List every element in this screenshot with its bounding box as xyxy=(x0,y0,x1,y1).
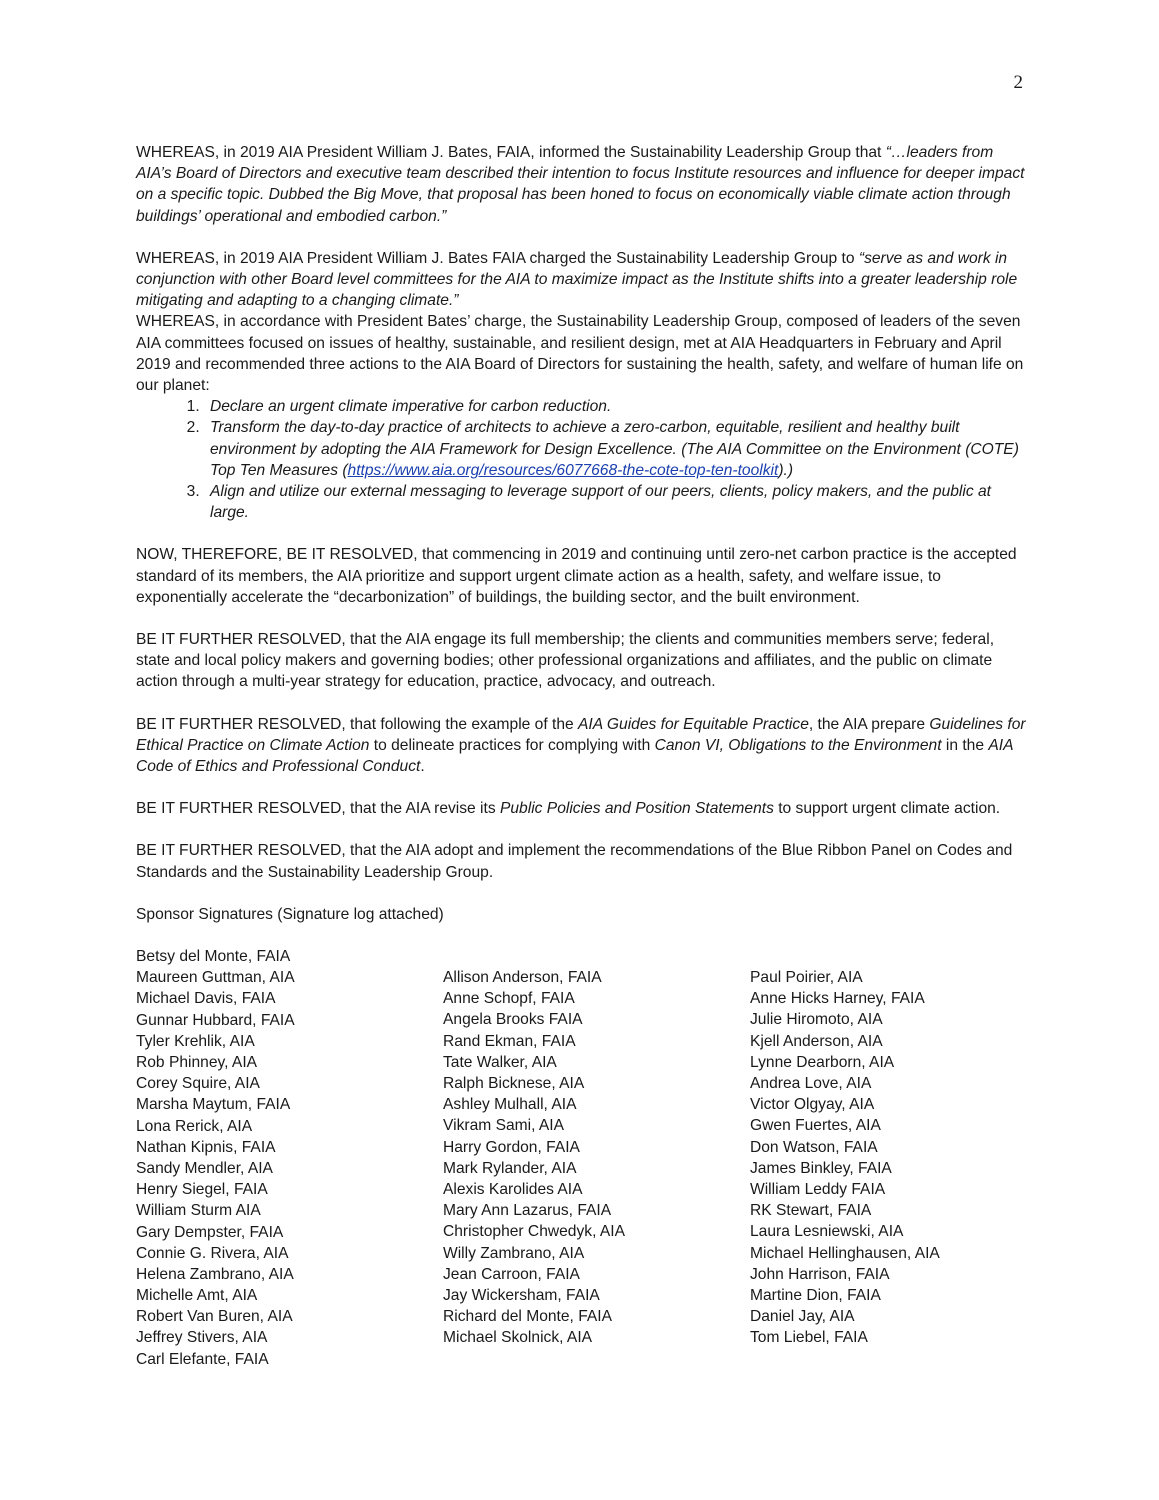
action-item xyxy=(204,417,1026,481)
signer-name: Anne Schopf, FAIA xyxy=(443,990,575,1008)
actions-list xyxy=(136,396,1026,523)
signer-name: James Binkley, FAIA xyxy=(750,1159,892,1177)
signer-name: Nathan Kipnis, FAIA xyxy=(136,1138,276,1156)
signer-name: Don Watson, FAIA xyxy=(750,1138,878,1156)
resolved-paragraph-1: NOW, THEREFORE, BE IT RESOLVED, that commencing in 2019 and continuing until zero-net carbon practice is the accepted standard of its members, the AIA prioritize and support urgent climate action as a health, safety, and welfare issue, to exponentially accelerate the “decarbonization” of buildings, the building sector, and the built environment. xyxy=(136,546,1017,606)
signer-name: Tate Walker, AIA xyxy=(443,1053,557,1071)
signer-name: John Harrison, FAIA xyxy=(750,1265,890,1283)
signer-name: Julie Hiromoto, AIA xyxy=(750,1011,883,1029)
signer-name: Ashley Mulhall, AIA xyxy=(443,1096,577,1114)
signer-column-1 xyxy=(136,946,295,1370)
sponsors-label: Sponsor Signatures (Signature log attached) xyxy=(136,905,444,923)
signer-name: Paul Poirier, AIA xyxy=(750,969,863,987)
signer-name: Mark Rylander, AIA xyxy=(443,1159,577,1177)
signer-name: Ralph Bicknese, AIA xyxy=(443,1075,585,1093)
signer-name: Corey Squire, AIA xyxy=(136,1075,260,1093)
resolution-body xyxy=(136,142,1026,1376)
signer-name: Anne Hicks Harney, FAIA xyxy=(750,990,925,1008)
resolved-3-title: AIA Code of Ethics and Professional Conduct xyxy=(136,736,1013,776)
resolved-3-part: , the AIA prepare xyxy=(808,715,930,733)
signer-name: Sandy Mendler, AIA xyxy=(136,1159,273,1177)
signer-name: Gunnar Hubbard, FAIA xyxy=(136,1011,295,1029)
cote-toolkit-link[interactable]: https://www.aia.org/resources/6077668-the-cote-top-ten-toolkit xyxy=(347,461,779,479)
signer-name: Marsha Maytum, FAIA xyxy=(136,1096,291,1114)
resolved-3-title: AIA Guides for Equitable Practice xyxy=(578,715,809,733)
signer-name: Rob Phinney, AIA xyxy=(136,1054,258,1072)
signer-name: Alexis Karolides AIA xyxy=(443,1180,583,1198)
whereas-2-intro: WHEREAS, in 2019 AIA President William J. Bates FAIA charged the Sustainability Leadership Group to xyxy=(136,249,859,267)
whereas-2-quote: “serve as and work in conjunction with other Board level committees for the AIA to maximize impact as the Institute shifts into a greater leadership role mitigating and adapting to a changing climate.” xyxy=(136,249,1018,310)
resolved-3-part: to delineate practices for complying with xyxy=(369,736,655,754)
action-item-2-close: ).) xyxy=(778,461,794,479)
resolved-3-title: Canon VI, Obligations to the Environment xyxy=(654,736,942,754)
signer-name: Mary Ann Lazarus, FAIA xyxy=(443,1202,612,1220)
signer-name: Allison Anderson, FAIA xyxy=(443,969,602,987)
signer-name: Gary Dempster, FAIA xyxy=(136,1223,284,1241)
whereas-paragraph-2 xyxy=(136,248,1026,312)
whereas-paragraph-1 xyxy=(136,142,1026,227)
signer-name: Angela Brooks FAIA xyxy=(443,1011,583,1029)
signer-name: Willy Zambrano, AIA xyxy=(443,1244,585,1262)
signer-name: Lona Rerick, AIA xyxy=(136,1117,253,1135)
action-item-2-text: Transform the day-to-day practice of architects to achieve a zero-carbon, equitable, resilient and healthy built environment by adopting the AIA Framework for Design Excellence. (The AIA Committee on the Environment (COTE) Top Ten Measures ( xyxy=(210,419,1019,479)
signer-name: Victor Olgyay, AIA xyxy=(750,1096,875,1114)
sponsor-signatures xyxy=(136,946,1026,1376)
resolved-4-part: BE IT FURTHER RESOLVED, that the AIA revise its xyxy=(136,800,500,818)
signer-name: William Leddy FAIA xyxy=(750,1180,886,1198)
signer-name: Jeffrey Stivers, AIA xyxy=(136,1329,268,1347)
whereas-1-quote: “…leaders from AIA’s Board of Directors and executive team described their intention to focus Institute resources and influence for deeper impact on a specific topic. Dubbed the Big Move, that proposal has been honed to focus on economically viable climate action through buildings’ operational and embodied carbon.” xyxy=(136,144,1025,225)
signer-name: Laura Lesniewski, AIA xyxy=(750,1223,904,1241)
signer-name: Michael Skolnick, AIA xyxy=(443,1329,593,1347)
signer-name: Jay Wickersham, FAIA xyxy=(443,1286,600,1304)
whereas-paragraph-3: WHEREAS, in accordance with President Bates’ charge, the Sustainability Leadership Group, composed of leaders of the seven AIA committees focused on issues of healthy, sustainable, and resilient design, met at AIA Headquarters in February and April 2019 and recommended three actions to the AIA Board of Directors for sustaining the health, safety, and welfare of human life on our planet: xyxy=(136,313,1024,395)
signer-name: Daniel Jay, AIA xyxy=(750,1308,855,1326)
signer-name: Robert Van Buren, AIA xyxy=(136,1308,293,1326)
resolved-3-part: in the xyxy=(941,736,989,754)
resolved-3-title: Guidelines for Ethical Practice on Climate Action xyxy=(136,715,1026,754)
resolved-paragraph-2: BE IT FURTHER RESOLVED, that the AIA engage its full membership; the clients and communities members serve; federal, state and local policy makers and governing bodies; other professional organizations and affiliates, and the public on climate action through a multi-year strategy for education, practice, advocacy, and outreach. xyxy=(136,631,995,691)
action-item-1-text: Declare an urgent climate imperative for carbon reduction. xyxy=(210,398,612,416)
signer-name: Betsy del Monte, FAIA xyxy=(136,948,291,966)
signer-name: William Sturm AIA xyxy=(136,1202,261,1220)
signer-name: Kjell Anderson, AIA xyxy=(750,1032,883,1050)
signer-name: Maureen Guttman, AIA xyxy=(136,969,295,987)
signer-name: Andrea Love, AIA xyxy=(750,1075,872,1093)
action-item xyxy=(204,481,1026,523)
page-number: 2 xyxy=(1013,72,1023,93)
signer-name: Tom Liebel, FAIA xyxy=(750,1329,868,1347)
signer-name: Gwen Fuertes, AIA xyxy=(750,1117,881,1135)
signer-name: Carl Elefante, FAIA xyxy=(136,1350,269,1368)
action-item-3-text: Align and utilize our external messaging to leverage support of our peers, clients, policy makers, and the public at large. xyxy=(210,483,991,522)
signer-name: Vikram Sami, AIA xyxy=(443,1117,565,1135)
resolved-3-part: . xyxy=(420,758,425,776)
signer-name: Lynne Dearborn, AIA xyxy=(750,1053,895,1071)
whereas-1-intro: WHEREAS, in 2019 AIA President William J. Bates, FAIA, informed the Sustainability Leadership Group that xyxy=(136,144,886,161)
signer-name: Michael Hellinghausen, AIA xyxy=(750,1244,940,1262)
signer-name: Michael Davis, FAIA xyxy=(136,990,276,1008)
signer-name: Connie G. Rivera, AIA xyxy=(136,1244,289,1262)
resolved-paragraph-4 xyxy=(136,798,1026,819)
signer-name: RK Stewart, FAIA xyxy=(750,1202,872,1220)
signer-name: Jean Carroon, FAIA xyxy=(443,1265,580,1283)
signer-name: Christopher Chwedyk, AIA xyxy=(443,1223,626,1241)
action-item xyxy=(204,396,1026,417)
signer-name: Helena Zambrano, AIA xyxy=(136,1265,294,1283)
signer-name: Martine Dion, FAIA xyxy=(750,1286,881,1304)
signer-column-2 xyxy=(443,967,625,1348)
resolved-3-part: BE IT FURTHER RESOLVED, that following the example of the xyxy=(136,715,579,733)
signer-column-3 xyxy=(750,967,940,1348)
resolved-paragraph-3 xyxy=(136,714,1026,778)
resolved-4-title: Public Policies and Position Statements xyxy=(499,800,774,818)
signer-name: Richard del Monte, FAIA xyxy=(443,1308,613,1326)
signer-name: Tyler Krehlik, AIA xyxy=(136,1032,255,1050)
signer-name: Rand Ekman, FAIA xyxy=(443,1032,576,1050)
signer-name: Michelle Amt, AIA xyxy=(136,1287,258,1305)
resolved-4-part: to support urgent climate action. xyxy=(773,800,1001,818)
resolved-paragraph-5: BE IT FURTHER RESOLVED, that the AIA adopt and implement the recommendations of the Blue Ribbon Panel on Codes and Standards and the Sustainability Leadership Group. xyxy=(136,842,1013,881)
signer-name: Henry Siegel, FAIA xyxy=(136,1181,268,1199)
signer-name: Harry Gordon, FAIA xyxy=(443,1138,580,1156)
